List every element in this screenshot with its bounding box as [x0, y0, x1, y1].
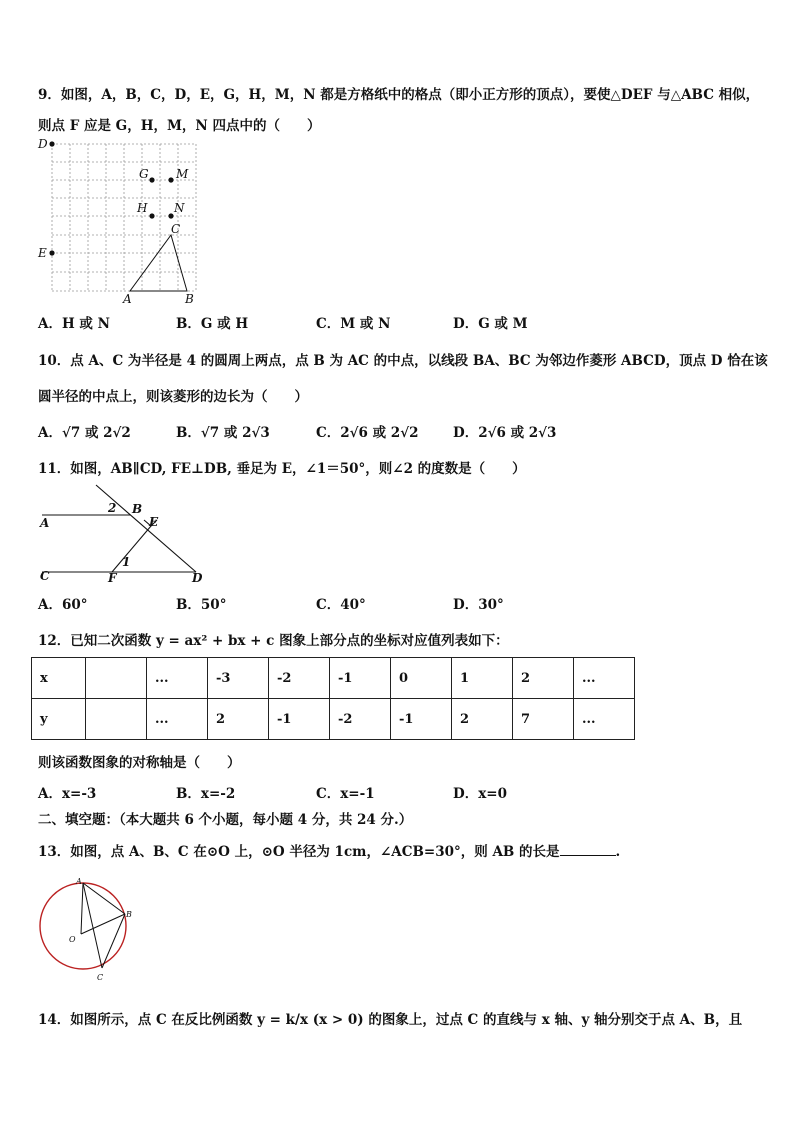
- q10-option-c[interactable]: C．2√6 或 2√2: [316, 425, 419, 441]
- q13-text-after: .: [615, 844, 621, 860]
- q13-text-before: 13．如图，点 A、B、C 在⊙O 上，⊙O 半径为 1cm，∠ACB=30°，则 AB 的长是: [38, 844, 560, 860]
- q9-option-b[interactable]: B．G 或 H: [176, 316, 249, 332]
- label-B: B: [126, 910, 132, 919]
- table-cell: [86, 699, 147, 740]
- q9-option-d[interactable]: D．G 或 M: [453, 316, 528, 332]
- q11-text: 11．如图，AB∥CD, FE⊥DB, 垂足为 E，∠1＝50°，则∠2 的度数是（ ）: [38, 461, 526, 477]
- q9-option-a[interactable]: A．H 或 N: [38, 316, 110, 332]
- q11-option-b[interactable]: B．50°: [176, 597, 227, 613]
- table-row: [32, 699, 635, 740]
- table-cell: ...: [574, 658, 635, 699]
- q9-text-line1: 9．如图，A，B，C，D，E，G，H，M，N 都是方格纸中的格点（即小正方形的顶点），要使△DEF 与△ABC 相似，: [38, 87, 760, 103]
- label-E: E: [149, 515, 159, 529]
- label-D: D: [192, 571, 203, 585]
- q10-text-line1: 10．点 A、C 为半径是 4 的圆周上两点，点 B 为 AC 的中点，以线段 BA、BC 为邻边作菱形 ABCD，顶点 D 恰在该: [38, 353, 768, 369]
- table-cell: 2: [452, 699, 513, 740]
- table-cell: -1: [269, 699, 330, 740]
- q13-answer-blank[interactable]: [560, 843, 616, 856]
- point-G: [149, 177, 154, 182]
- label-H: H: [137, 201, 148, 215]
- label-A: A: [76, 877, 82, 886]
- point-H: [149, 213, 154, 218]
- label-B: B: [132, 502, 143, 516]
- angle-1-label: 1: [122, 555, 131, 569]
- q11-option-a[interactable]: A．60°: [38, 597, 88, 613]
- point-E: [49, 250, 54, 255]
- table-cell: -2: [269, 658, 330, 699]
- q11-option-c[interactable]: C．40°: [316, 597, 366, 613]
- label-C: C: [40, 569, 50, 583]
- section-heading-fill-in: 二、填空题：（本大题共 6 个小题，每小题 4 分，共 24 分.）: [38, 812, 413, 828]
- table-cell: -1: [391, 699, 452, 740]
- q10-option-d[interactable]: D．2√6 或 2√3: [453, 425, 557, 441]
- label-O: O: [69, 935, 76, 944]
- table-cell: 2: [513, 658, 574, 699]
- q9-grid-figure: [35, 138, 205, 308]
- label-D: D: [38, 137, 48, 151]
- q14-text: 14．如图所示，点 C 在反比例函数 y = k/x (x > 0) 的图象上，过点 C 的直线与 x 轴、y 轴分别交于点 A、B，且: [38, 1012, 743, 1028]
- table-cell: ...: [574, 699, 635, 740]
- label-N: N: [174, 201, 185, 215]
- table-cell: 7: [513, 699, 574, 740]
- q12-option-d[interactable]: D．x=0: [453, 786, 507, 802]
- table-cell: -3: [208, 658, 269, 699]
- q9-text-line2: 则点 F 应是 G，H，M，N 四点中的（ ）: [38, 118, 321, 134]
- label-B: B: [185, 292, 194, 306]
- table-cell: ...: [147, 658, 208, 699]
- q12-question: 则该函数图象的对称轴是（ ）: [38, 755, 241, 771]
- q13-text: [38, 840, 620, 860]
- table-row: [32, 658, 635, 699]
- table-cell: x: [32, 658, 86, 699]
- q13-circle-figure: [36, 876, 136, 986]
- label-A: A: [40, 516, 50, 530]
- label-E: E: [38, 246, 47, 260]
- q11-option-d[interactable]: D．30°: [453, 597, 504, 613]
- point-M: [168, 177, 173, 182]
- label-C: C: [171, 222, 181, 236]
- label-C: C: [97, 973, 104, 982]
- table-cell: 2: [208, 699, 269, 740]
- table-cell: -2: [330, 699, 391, 740]
- q12-option-b[interactable]: B．x=-2: [176, 786, 236, 802]
- label-M: M: [176, 167, 189, 181]
- q11-parallel-lines-figure: [36, 480, 216, 590]
- q12-option-a[interactable]: A．x=-3: [38, 786, 97, 802]
- label-A: A: [123, 292, 132, 306]
- point-N: [168, 213, 173, 218]
- label-G: G: [139, 167, 149, 181]
- q9-option-c[interactable]: C．M 或 N: [316, 316, 391, 332]
- table-cell: y: [32, 699, 86, 740]
- table-cell: [86, 658, 147, 699]
- q12-text: 12．已知二次函数 y = ax² + bx + c 图象上部分点的坐标对应值列表如下：: [38, 633, 509, 649]
- q12-option-c[interactable]: C．x=-1: [316, 786, 375, 802]
- point-D: [49, 141, 54, 146]
- table-cell: -1: [330, 658, 391, 699]
- angle-2-label: 2: [108, 501, 117, 515]
- table-cell: 1: [452, 658, 513, 699]
- table-cell: 0: [391, 658, 452, 699]
- q12-value-table: [31, 657, 635, 740]
- label-F: F: [108, 571, 117, 585]
- q10-option-b[interactable]: B．√7 或 2√3: [176, 425, 270, 441]
- q10-text-line2: 圆半径的中点上，则该菱形的边长为（ ）: [38, 389, 308, 405]
- q10-option-a[interactable]: A．√7 或 2√2: [38, 425, 131, 441]
- table-cell: ...: [147, 699, 208, 740]
